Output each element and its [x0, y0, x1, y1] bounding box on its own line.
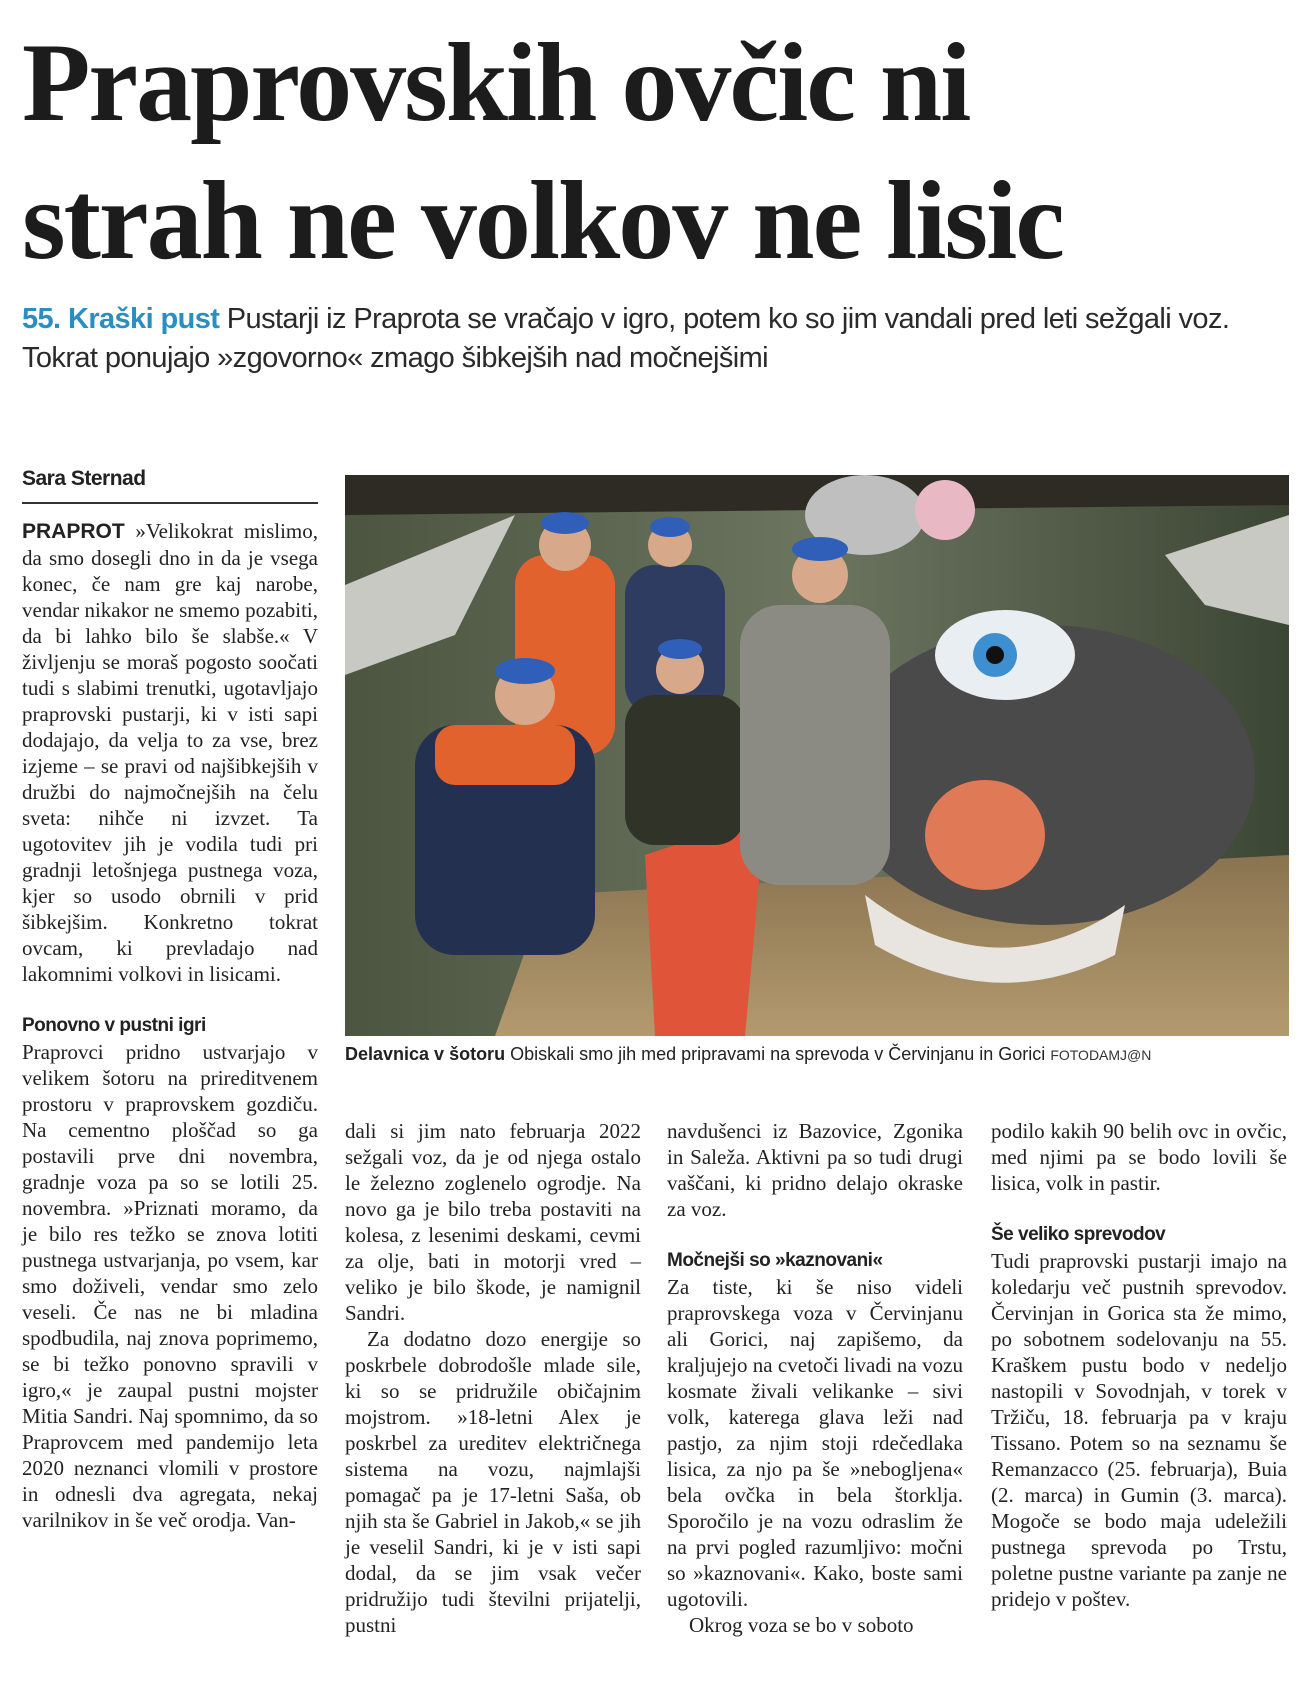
photo-credit: FOTODAMJ@N — [1050, 1047, 1152, 1063]
paragraph: Okrog voza se bo v soboto — [689, 1613, 914, 1637]
subheading-2: Močnejši so »kaznovani« — [667, 1250, 883, 1271]
column-2 — [345, 1118, 641, 1638]
deck — [22, 300, 1282, 378]
dateline: PRAPROT — [22, 520, 125, 543]
headline — [22, 14, 1312, 290]
headline-line-2: strah ne volkov ne lisic — [22, 159, 1063, 283]
subheading-1: Ponovno v pustni igri — [22, 1015, 206, 1036]
photo-caption — [345, 1042, 1289, 1067]
headline-line-1: Praprovskih ovčic ni — [22, 21, 970, 145]
deck-text: Pustarji iz Praprota se vračajo v igro, potem ko so jim vandali pred leti sežgali voz. Tokrat ponujajo »zgovorno« zmago šibkejših nad močnejšimi — [22, 303, 1230, 374]
paragraph: Za dodatno dozo energije so poskrbele dobrodošle mlade sile, ki so se pridružile običajnim mojstrom. »18-letni Alex je poskrbel za ureditev električnega sistema na vozu, najmlajši pomagač pa je 17-letni Saša, ob njih sta še Gabriel in Jakob,« se jih je veselil Sandri, ki je v isti sapi dodal, da se jim vsak večer pridružijo tudi številni prijatelji, pustni — [345, 1327, 641, 1637]
paragraph: navdušenci iz Bazovice, Zgonika in Saleža. Aktivni pa so tudi drugi vaščani, ki pridno delajo okraske za voz. — [667, 1119, 963, 1221]
column-3 — [667, 1118, 963, 1638]
workshop-photo-illustration — [345, 475, 1289, 1036]
column-1 — [22, 466, 318, 1533]
intro-text: »Velikokrat mislimo, da smo dosegli dno in da je vsega konec, če nam gre kaj narobe, vendar nikakor ne smemo pozabiti, da bi lahko bilo še slabše.« V življenju se moraš pogosto soočati tudi s slabimi trenutki, ugotavljajo praprovski pustarji, ki v isti sapi dodajajo, da velja to za vse, brez izjeme – se pravi od najšibkejših v družbi do najmočnejših na čelu sveta: nihče ni izvzet. Ta ugotovitev jih je vodila tudi pri gradnji letošnjega pustnega voza, kjer so usodo obrnili v prid šibkejšim. Konkretno tokrat ovcam, ki prevladajo nad lakomnimi volkovi in lisicami. — [22, 519, 319, 986]
paragraph: Za tiste, ki še niso videli praprovskega voza v Červinjanu ali Gorici, naj zapišemo, da kraljujejo na cvetoči livadi na vozu kosmate živali velikanke – sivi volk, katerega glava leži nad pastjo, za njim stoji rdečedlaka lisica, za njo pa še »nebogljena« bela ovčka in bela štorklja. Sporočilo je na vozu odraslim že na prvi pogled razumljivo: močni so »kaznovani«. Kako, boste sami ugotovili. — [667, 1275, 963, 1611]
paragraph: Praprovci pridno ustvarjajo v velikem šotoru na prireditvenem prostoru v praprovskem gozdiču. Na cementno ploščad so ga postavili prve dni novembra, gradnje voza pa so se lotili 25. novembra. »Priznati moramo, da je bilo res težko se znova lotiti pustnega ustvarjanja, po vsem, kar smo doživeli, vendar smo zelo veseli. Če nas ne bi mladina spodbudila, naj znova poprimemo, se bi težko ponovno spravili v igro,« je zaupal pustni mojster Mitia Sandri. Naj spomnimo, da so Praprovcem med pandemijo leta 2020 neznanci vlomili v prostore in odnesli dva agregata, nekaj varilnikov in še več orodja. Van- — [22, 1040, 318, 1532]
deck-kicker: 55. Kraški pust — [22, 303, 220, 335]
caption-text: Obiskali smo jih med pripravami na sprevoda v Červinjanu in Gorici — [510, 1044, 1046, 1064]
paragraph: Tudi praprovski pustarji imajo na koledarju več pustnih sprevodov. Červinjan in Gorica sta že mimo, po sobotnem sodelovanju na 55. Kraškem pustu bodo v nedeljo nastopili v Sovodnjah, v torek v Tržiču, 18. februarja pa v kraju Tissano. Potem so na seznamu še Remanzacco (25. februarja), Buia (2. marca) in Gumin (3. marca). Mogoče se bodo maja udeležili pustnega sprevoda po Trstu, poletne pustne variante pa zanje ne pridejo v poštev. — [991, 1249, 1287, 1611]
paragraph: dali si jim nato februarja 2022 sežgali voz, da je od njega ostalo le železno zoglenelo ogrodje. Na novo ga je bilo treba postaviti na kolesa, z lesenimi deskami, cevmi za olje, bati in motorji vred – veliko je bilo škode, je namignil Sandri. — [345, 1119, 641, 1325]
caption-lead: Delavnica v šotoru — [345, 1044, 506, 1064]
paragraph: podilo kakih 90 belih ovc in ovčic, med njimi pa se bodo lovili še lisica, volk in pastir. — [991, 1119, 1287, 1195]
byline: Sara Sternad — [22, 466, 318, 504]
column-4 — [991, 1118, 1287, 1612]
article-photo — [345, 475, 1289, 1036]
intro-paragraph — [22, 518, 318, 987]
subheading-3: Še veliko sprevodov — [991, 1224, 1166, 1245]
